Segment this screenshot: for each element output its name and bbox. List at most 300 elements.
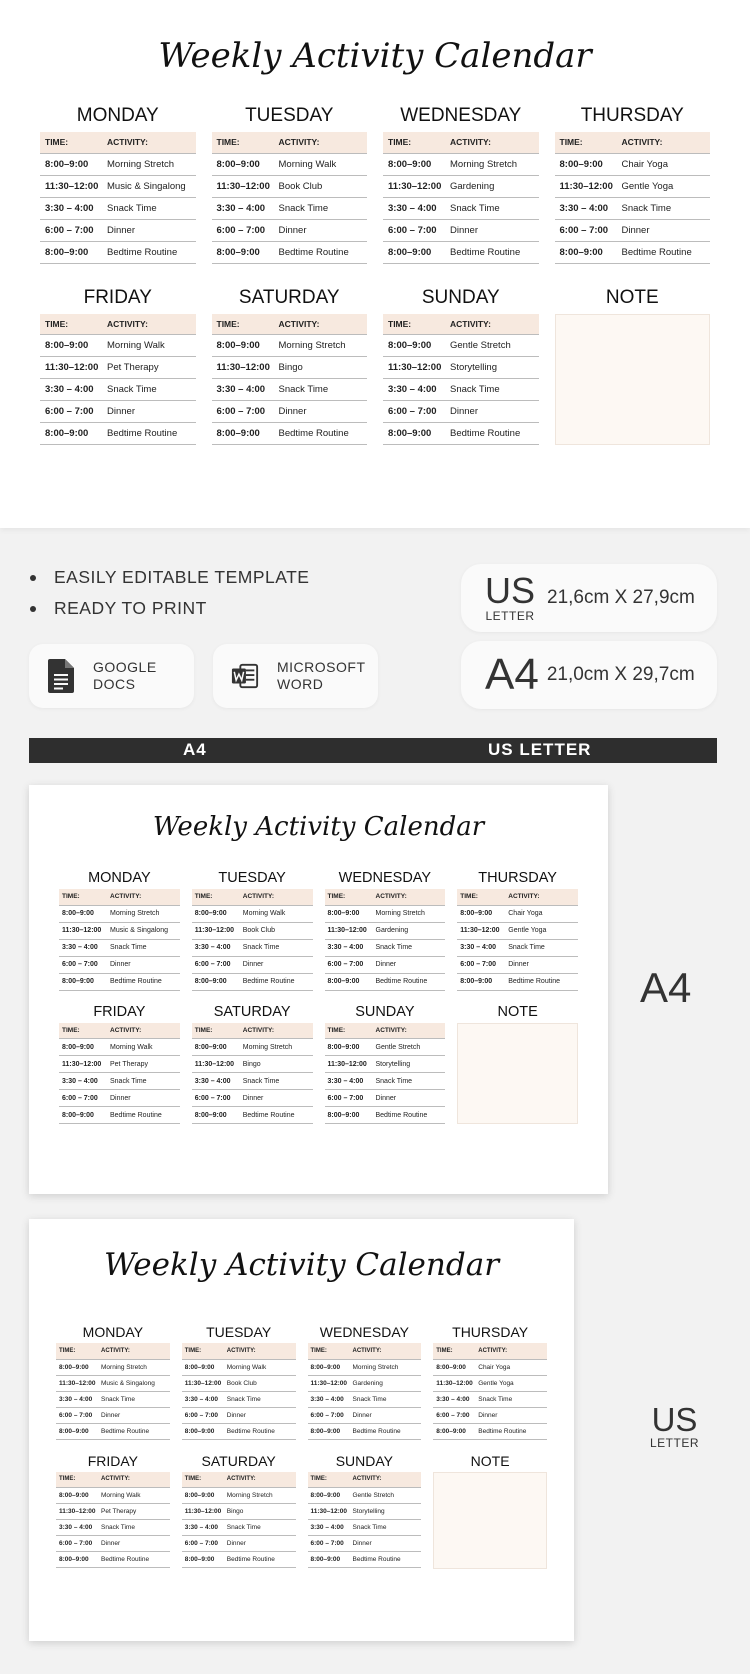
- activity-cell: Bedtime Routine: [107, 1107, 180, 1124]
- day-name: WEDNESDAY: [400, 105, 522, 126]
- activity-cell: Snack Time: [224, 1391, 296, 1407]
- note-box: [457, 1023, 578, 1124]
- day-name: TUESDAY: [245, 105, 334, 126]
- schedule-header-row: [457, 889, 578, 905]
- time-cell: 3:30 – 4:00: [433, 1391, 475, 1407]
- activity-cell: Bedtime Routine: [98, 1552, 170, 1568]
- activity-cell: Gentle Stretch: [350, 1488, 422, 1504]
- bullet-icon: [30, 575, 36, 581]
- table-row: [433, 1407, 547, 1423]
- time-cell: 3:30 – 4:00: [555, 197, 617, 219]
- activity-cell: Snack Time: [373, 1073, 446, 1090]
- header-activity: ACTIVITY:: [274, 132, 368, 153]
- day-name: WEDNESDAY: [338, 870, 432, 886]
- table-row: [192, 1107, 313, 1124]
- schedule-header-row: [433, 1343, 547, 1359]
- activity-cell: Dinner: [350, 1536, 422, 1552]
- activity-cell: Bedtime Routine: [475, 1423, 547, 1439]
- time-cell: 11:30–12:00: [433, 1375, 475, 1391]
- schedule-table: [59, 1023, 180, 1125]
- schedule-table: [59, 889, 180, 991]
- size-code-text: A4: [485, 650, 539, 699]
- table-row: [383, 219, 539, 241]
- time-cell: 8:00–9:00: [212, 153, 274, 175]
- feature-text: READY TO PRINT: [54, 598, 207, 618]
- table-row: [40, 197, 196, 219]
- time-cell: 11:30–12:00: [325, 922, 373, 939]
- table-row: [59, 1073, 180, 1090]
- header-time: TIME:: [59, 889, 107, 905]
- activity-cell: Snack Time: [373, 939, 446, 956]
- time-cell: 6:00 – 7:00: [212, 219, 274, 241]
- time-cell: 8:00–9:00: [212, 335, 274, 357]
- time-cell: 8:00–9:00: [40, 153, 102, 175]
- table-row: [59, 1090, 180, 1107]
- activity-cell: Snack Time: [240, 1073, 313, 1090]
- time-cell: 8:00–9:00: [192, 905, 240, 922]
- time-cell: 8:00–9:00: [40, 241, 102, 263]
- time-cell: 3:30 – 4:00: [59, 1073, 107, 1090]
- time-cell: 3:30 – 4:00: [383, 379, 445, 401]
- table-row: [40, 153, 196, 175]
- schedule-header-row: [59, 1023, 180, 1039]
- table-row: [56, 1536, 170, 1552]
- table-row: [212, 401, 368, 423]
- activity-cell: Dinner: [274, 401, 368, 423]
- schedule-table: [40, 314, 196, 446]
- activity-cell: Dinner: [274, 219, 368, 241]
- time-cell: 3:30 – 4:00: [192, 939, 240, 956]
- header-time: TIME:: [383, 314, 445, 335]
- day-block-tuesday: [212, 100, 368, 264]
- schedule-header-row: [40, 314, 196, 335]
- activity-cell: Snack Time: [475, 1391, 547, 1407]
- header-time: TIME:: [308, 1343, 350, 1359]
- activity-cell: Snack Time: [98, 1391, 170, 1407]
- time-cell: 11:30–12:00: [59, 922, 107, 939]
- table-row: [325, 1056, 446, 1073]
- day-block-friday: [59, 1001, 180, 1125]
- time-cell: 11:30–12:00: [192, 1056, 240, 1073]
- header-activity: ACTIVITY:: [475, 1343, 547, 1359]
- table-row: [325, 922, 446, 939]
- activity-cell: Bedtime Routine: [350, 1423, 422, 1439]
- day-name: THURSDAY: [580, 105, 684, 126]
- day-name: TUESDAY: [206, 1324, 272, 1340]
- schedule-table: [192, 1023, 313, 1125]
- table-row: [192, 1056, 313, 1073]
- header-activity: ACTIVITY:: [98, 1472, 170, 1488]
- time-cell: 6:00 – 7:00: [308, 1536, 350, 1552]
- header-time: TIME:: [182, 1472, 224, 1488]
- time-cell: 6:00 – 7:00: [192, 1090, 240, 1107]
- day-block-thursday: [457, 867, 578, 991]
- activity-cell: Dinner: [350, 1407, 422, 1423]
- day-block-friday: [40, 282, 196, 446]
- time-cell: 6:00 – 7:00: [192, 956, 240, 973]
- activity-cell: Music & Singalong: [107, 922, 180, 939]
- table-row: [182, 1552, 296, 1568]
- activity-cell: Gardening: [445, 175, 539, 197]
- activity-cell: Morning Walk: [274, 153, 368, 175]
- table-row: [383, 357, 539, 379]
- activity-cell: Storytelling: [445, 357, 539, 379]
- activity-cell: Morning Walk: [240, 905, 313, 922]
- day-name: SUNDAY: [355, 1003, 415, 1020]
- table-row: [40, 379, 196, 401]
- schedule-table: [182, 1472, 296, 1569]
- header-activity: ACTIVITY:: [445, 314, 539, 335]
- activity-cell: Bedtime Routine: [274, 241, 368, 263]
- note-box: [555, 314, 711, 445]
- time-cell: 8:00–9:00: [182, 1423, 224, 1439]
- table-row: [192, 1039, 313, 1056]
- table-row: [383, 401, 539, 423]
- activity-cell: Dinner: [240, 1090, 313, 1107]
- activity-cell: Snack Time: [107, 1073, 180, 1090]
- size-code-text: US: [485, 570, 536, 611]
- time-cell: 8:00–9:00: [212, 423, 274, 445]
- time-cell: 3:30 – 4:00: [59, 939, 107, 956]
- schedule-header-row: [383, 132, 539, 153]
- preview-label-us-sub: LETTER: [650, 1436, 700, 1450]
- time-cell: 6:00 – 7:00: [212, 401, 274, 423]
- time-cell: 8:00–9:00: [192, 973, 240, 990]
- time-cell: 8:00–9:00: [56, 1552, 98, 1568]
- table-row: [182, 1407, 296, 1423]
- table-row: [383, 175, 539, 197]
- table-row: [325, 973, 446, 990]
- header-time: TIME:: [325, 889, 373, 905]
- activity-cell: Morning Stretch: [350, 1359, 422, 1375]
- time-cell: 6:00 – 7:00: [59, 956, 107, 973]
- activity-cell: Morning Walk: [102, 335, 196, 357]
- size-card-a4: [461, 641, 717, 709]
- activity-cell: Chair Yoga: [505, 905, 578, 922]
- activity-cell: Snack Time: [350, 1520, 422, 1536]
- header-time: TIME:: [56, 1343, 98, 1359]
- time-cell: 8:00–9:00: [192, 1039, 240, 1056]
- activity-cell: Dinner: [102, 401, 196, 423]
- table-row: [192, 1090, 313, 1107]
- table-row: [59, 956, 180, 973]
- day-block-wednesday: [325, 867, 446, 991]
- activity-cell: Bedtime Routine: [445, 423, 539, 445]
- activity-cell: Dinner: [445, 401, 539, 423]
- schedule-table: [212, 132, 368, 264]
- time-cell: 8:00–9:00: [56, 1423, 98, 1439]
- activity-cell: Dinner: [107, 1090, 180, 1107]
- microsoft-word-icon: [231, 659, 259, 693]
- table-row: [212, 423, 368, 445]
- activity-cell: Book Club: [240, 922, 313, 939]
- table-row: [308, 1488, 422, 1504]
- activity-cell: Bedtime Routine: [240, 973, 313, 990]
- activity-cell: Gentle Yoga: [475, 1375, 547, 1391]
- schedule-header-row: [182, 1343, 296, 1359]
- table-row: [182, 1536, 296, 1552]
- size-code: [485, 570, 536, 623]
- table-row: [212, 153, 368, 175]
- table-row: [457, 939, 578, 956]
- time-cell: 8:00–9:00: [212, 241, 274, 263]
- activity-cell: Snack Time: [445, 379, 539, 401]
- format-label: GOOGLE DOCS: [93, 659, 157, 692]
- time-cell: 3:30 – 4:00: [212, 379, 274, 401]
- table-row: [308, 1504, 422, 1520]
- table-row: [308, 1407, 422, 1423]
- day-block-thursday: [555, 100, 711, 264]
- table-row: [56, 1359, 170, 1375]
- time-cell: 8:00–9:00: [383, 335, 445, 357]
- table-row: [40, 357, 196, 379]
- table-row: [182, 1520, 296, 1536]
- time-cell: 8:00–9:00: [182, 1552, 224, 1568]
- schedule-table: [555, 132, 711, 264]
- activity-cell: Chair Yoga: [475, 1359, 547, 1375]
- activity-cell: Gardening: [350, 1375, 422, 1391]
- table-row: [212, 379, 368, 401]
- time-cell: 8:00–9:00: [308, 1423, 350, 1439]
- schedule-header-row: [308, 1343, 422, 1359]
- activity-cell: Snack Time: [274, 197, 368, 219]
- activity-cell: Dinner: [224, 1536, 296, 1552]
- table-row: [182, 1359, 296, 1375]
- time-cell: 11:30–12:00: [56, 1504, 98, 1520]
- activity-cell: Storytelling: [373, 1056, 446, 1073]
- activity-cell: Bedtime Routine: [373, 1107, 446, 1124]
- activity-cell: Bedtime Routine: [102, 241, 196, 263]
- time-cell: 11:30–12:00: [212, 175, 274, 197]
- schedule-header-row: [325, 1023, 446, 1039]
- table-row: [212, 335, 368, 357]
- table-row: [212, 241, 368, 263]
- time-cell: 6:00 – 7:00: [56, 1536, 98, 1552]
- time-cell: 11:30–12:00: [308, 1375, 350, 1391]
- size-code: [485, 650, 539, 699]
- activity-cell: Snack Time: [102, 197, 196, 219]
- time-cell: 8:00–9:00: [457, 905, 505, 922]
- activity-cell: Bedtime Routine: [224, 1423, 296, 1439]
- size-dimensions: 21,6cm X 27,9cm: [547, 587, 695, 608]
- time-cell: 11:30–12:00: [212, 357, 274, 379]
- note-block: [457, 1001, 578, 1125]
- schedule-header-row: [59, 889, 180, 905]
- time-cell: 8:00–9:00: [325, 1107, 373, 1124]
- header-time: TIME:: [308, 1472, 350, 1488]
- time-cell: 3:30 – 4:00: [56, 1391, 98, 1407]
- time-cell: 8:00–9:00: [59, 973, 107, 990]
- table-row: [59, 1056, 180, 1073]
- header-activity: ACTIVITY:: [224, 1343, 296, 1359]
- header-time: TIME:: [457, 889, 505, 905]
- table-row: [555, 241, 711, 263]
- header-time: TIME:: [40, 314, 102, 335]
- activity-cell: Snack Time: [224, 1520, 296, 1536]
- time-cell: 8:00–9:00: [40, 423, 102, 445]
- header-activity: ACTIVITY:: [617, 132, 711, 153]
- activity-cell: Snack Time: [240, 939, 313, 956]
- header-time: TIME:: [192, 1023, 240, 1039]
- header-activity: ACTIVITY:: [445, 132, 539, 153]
- time-cell: 8:00–9:00: [433, 1359, 475, 1375]
- activity-cell: Morning Stretch: [373, 905, 446, 922]
- time-cell: 11:30–12:00: [457, 922, 505, 939]
- header-activity: ACTIVITY:: [224, 1472, 296, 1488]
- table-row: [59, 905, 180, 922]
- note-block: [433, 1450, 547, 1569]
- activity-cell: Bedtime Routine: [98, 1423, 170, 1439]
- time-cell: 3:30 – 4:00: [40, 379, 102, 401]
- activity-cell: Dinner: [505, 956, 578, 973]
- table-row: [40, 423, 196, 445]
- time-cell: 6:00 – 7:00: [40, 219, 102, 241]
- note-label: NOTE: [605, 286, 659, 308]
- header-activity: ACTIVITY:: [505, 889, 578, 905]
- table-row: [182, 1423, 296, 1439]
- table-row: [433, 1375, 547, 1391]
- schedule-header-row: [182, 1472, 296, 1488]
- table-row: [308, 1536, 422, 1552]
- table-row: [59, 973, 180, 990]
- activity-cell: Pet Therapy: [102, 357, 196, 379]
- calendar-grid: [40, 100, 710, 445]
- activity-cell: Gardening: [373, 922, 446, 939]
- table-row: [383, 153, 539, 175]
- schedule-table: [182, 1343, 296, 1440]
- day-name: THURSDAY: [478, 870, 557, 886]
- calendar-grid: [59, 867, 578, 1124]
- schedule-header-row: [555, 132, 711, 153]
- band-label-a4: A4: [183, 740, 207, 759]
- schedule-header-row: [325, 889, 446, 905]
- day-block-saturday: [192, 1001, 313, 1125]
- table-row: [383, 197, 539, 219]
- table-row: [325, 1107, 446, 1124]
- schedule-header-row: [308, 1472, 422, 1488]
- time-cell: 3:30 – 4:00: [40, 197, 102, 219]
- table-row: [56, 1391, 170, 1407]
- schedule-table: [56, 1343, 170, 1440]
- table-row: [59, 922, 180, 939]
- time-cell: 8:00–9:00: [308, 1359, 350, 1375]
- note-label: NOTE: [497, 1003, 538, 1020]
- schedule-table: [457, 889, 578, 991]
- size-band: [29, 738, 717, 763]
- time-cell: 8:00–9:00: [308, 1552, 350, 1568]
- table-row: [555, 197, 711, 219]
- activity-cell: Bedtime Routine: [617, 241, 711, 263]
- table-row: [182, 1391, 296, 1407]
- day-name: SUNDAY: [421, 286, 500, 308]
- schedule-table: [383, 314, 539, 446]
- band-label-us-letter: US LETTER: [488, 740, 592, 759]
- activity-cell: Dinner: [98, 1407, 170, 1423]
- table-row: [192, 1073, 313, 1090]
- day-name: SUNDAY: [335, 1452, 394, 1469]
- time-cell: 3:30 – 4:00: [325, 939, 373, 956]
- activity-cell: Bedtime Routine: [350, 1552, 422, 1568]
- time-cell: 6:00 – 7:00: [457, 956, 505, 973]
- schedule-header-row: [212, 314, 368, 335]
- feature-text: EASILY EDITABLE TEMPLATE: [54, 567, 310, 587]
- time-cell: 11:30–12:00: [555, 175, 617, 197]
- schedule-table: [40, 132, 196, 264]
- time-cell: 8:00–9:00: [182, 1359, 224, 1375]
- activity-cell: Morning Walk: [107, 1039, 180, 1056]
- table-row: [40, 335, 196, 357]
- day-name: SATURDAY: [201, 1452, 276, 1469]
- time-cell: 11:30–12:00: [383, 357, 445, 379]
- table-row: [457, 973, 578, 990]
- table-row: [325, 1073, 446, 1090]
- time-cell: 8:00–9:00: [56, 1359, 98, 1375]
- activity-cell: Chair Yoga: [617, 153, 711, 175]
- table-row: [457, 956, 578, 973]
- header-time: TIME:: [56, 1472, 98, 1488]
- table-row: [383, 335, 539, 357]
- activity-cell: Pet Therapy: [107, 1056, 180, 1073]
- table-row: [457, 905, 578, 922]
- activity-cell: Bingo: [224, 1504, 296, 1520]
- calendar-preview-us-letter: [29, 1219, 574, 1641]
- feature-item: [30, 562, 309, 593]
- day-name: FRIDAY: [93, 1003, 146, 1020]
- table-row: [325, 939, 446, 956]
- table-row: [325, 1039, 446, 1056]
- activity-cell: Book Club: [224, 1375, 296, 1391]
- day-block-tuesday: [192, 867, 313, 991]
- google-docs-icon: [47, 659, 75, 693]
- time-cell: 6:00 – 7:00: [59, 1090, 107, 1107]
- table-row: [308, 1423, 422, 1439]
- activity-cell: Gentle Stretch: [445, 335, 539, 357]
- header-time: TIME:: [383, 132, 445, 153]
- format-card-microsoft-word: [213, 644, 378, 708]
- header-activity: ACTIVITY:: [350, 1472, 422, 1488]
- header-time: TIME:: [555, 132, 617, 153]
- table-row: [308, 1520, 422, 1536]
- activity-cell: Morning Stretch: [240, 1039, 313, 1056]
- activity-cell: Dinner: [107, 956, 180, 973]
- time-cell: 11:30–12:00: [40, 175, 102, 197]
- day-name: MONDAY: [76, 105, 159, 126]
- time-cell: 6:00 – 7:00: [433, 1407, 475, 1423]
- header-time: TIME:: [212, 314, 274, 335]
- header-activity: ACTIVITY:: [350, 1343, 422, 1359]
- time-cell: 8:00–9:00: [59, 1107, 107, 1124]
- activity-cell: Morning Stretch: [107, 905, 180, 922]
- table-row: [308, 1391, 422, 1407]
- table-row: [192, 973, 313, 990]
- time-cell: 6:00 – 7:00: [182, 1407, 224, 1423]
- day-name: MONDAY: [82, 1324, 144, 1340]
- day-block-monday: [56, 1321, 170, 1440]
- activity-cell: Snack Time: [350, 1391, 422, 1407]
- table-row: [555, 219, 711, 241]
- time-cell: 6:00 – 7:00: [325, 1090, 373, 1107]
- time-cell: 8:00–9:00: [56, 1488, 98, 1504]
- activity-cell: Bedtime Routine: [373, 973, 446, 990]
- header-activity: ACTIVITY:: [107, 889, 180, 905]
- time-cell: 11:30–12:00: [182, 1375, 224, 1391]
- table-row: [40, 219, 196, 241]
- table-row: [383, 241, 539, 263]
- schedule-table: [212, 314, 368, 446]
- header-activity: ACTIVITY:: [102, 132, 196, 153]
- header-activity: ACTIVITY:: [373, 1023, 446, 1039]
- time-cell: 3:30 – 4:00: [383, 197, 445, 219]
